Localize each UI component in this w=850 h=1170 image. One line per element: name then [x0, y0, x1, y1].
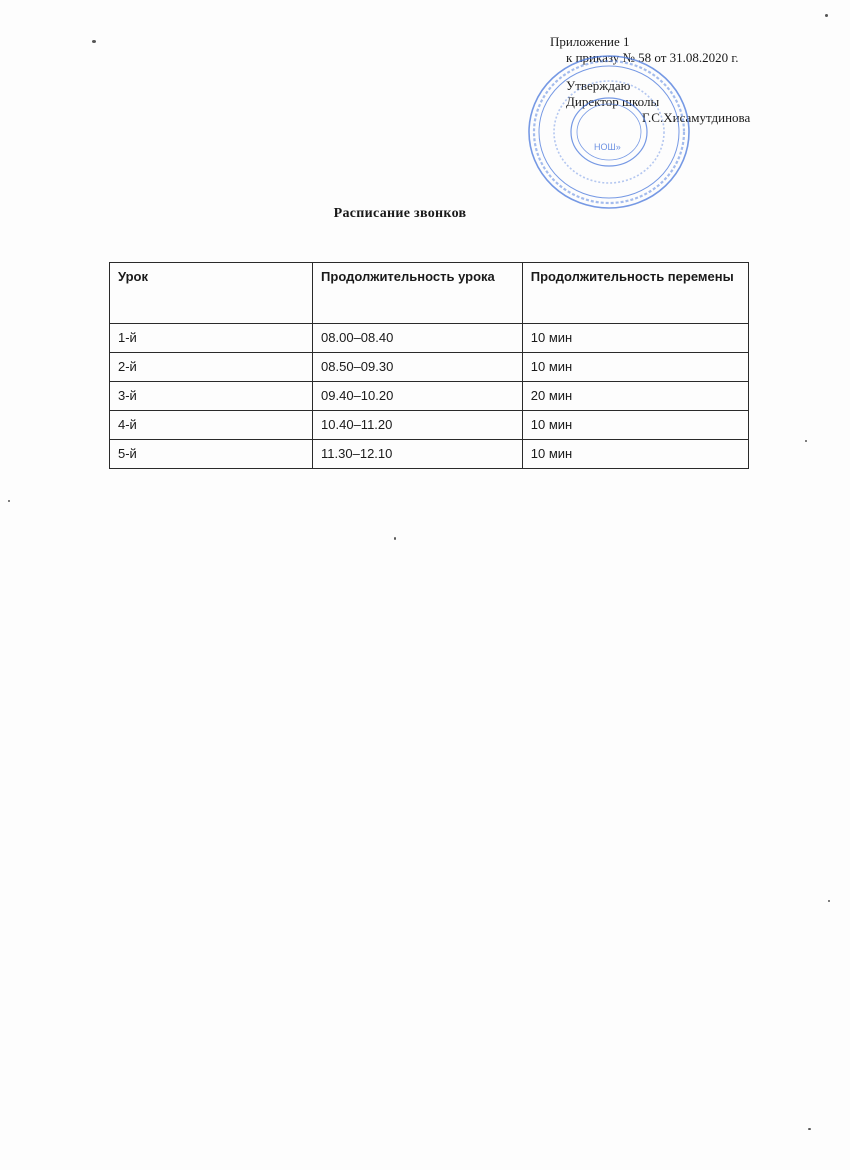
table-row [110, 440, 749, 469]
table-row [110, 324, 749, 353]
director-position: Директор школы [566, 94, 660, 109]
official-stamp-icon [524, 52, 694, 212]
scan-speck [8, 500, 10, 502]
table-row [110, 382, 749, 411]
scan-speck [828, 900, 830, 902]
director-name: Г.С.Хисамутдинова [642, 110, 751, 125]
stamp-inner-text: НОШ» [594, 142, 621, 152]
header-break-duration: Продолжительность перемены [522, 263, 748, 324]
lesson-number: 3-й [110, 382, 313, 411]
lesson-time: 08.00–08.40 [313, 324, 523, 353]
header-lesson-duration: Продолжительность урока [313, 263, 523, 324]
scan-speck [394, 537, 396, 540]
approve-label: Утверждаю [566, 78, 631, 93]
lesson-time: 10.40–11.20 [313, 411, 523, 440]
lesson-time: 11.30–12.10 [313, 440, 523, 469]
page-title: Расписание звонков [333, 206, 467, 221]
header-lesson: Урок [110, 263, 313, 324]
break-length: 10 мин [522, 324, 748, 353]
table-row [110, 411, 749, 440]
bell-schedule-table [109, 262, 749, 469]
table-header-row [110, 263, 749, 324]
break-length: 20 мин [522, 382, 748, 411]
appendix-label: Приложение 1 [550, 34, 630, 49]
lesson-time: 08.50–09.30 [313, 353, 523, 382]
scan-speck [92, 40, 96, 43]
lesson-number: 1-й [110, 324, 313, 353]
scan-speck [805, 440, 807, 442]
table-row [110, 353, 749, 382]
break-length: 10 мин [522, 411, 748, 440]
scan-speck [808, 1128, 811, 1130]
break-length: 10 мин [522, 353, 748, 382]
lesson-time: 09.40–10.20 [313, 382, 523, 411]
lesson-number: 5-й [110, 440, 313, 469]
lesson-number: 4-й [110, 411, 313, 440]
lesson-number: 2-й [110, 353, 313, 382]
order-reference: к приказу № 58 от 31.08.2020 г. [566, 50, 739, 65]
break-length: 10 мин [522, 440, 748, 469]
scan-speck [825, 14, 828, 17]
